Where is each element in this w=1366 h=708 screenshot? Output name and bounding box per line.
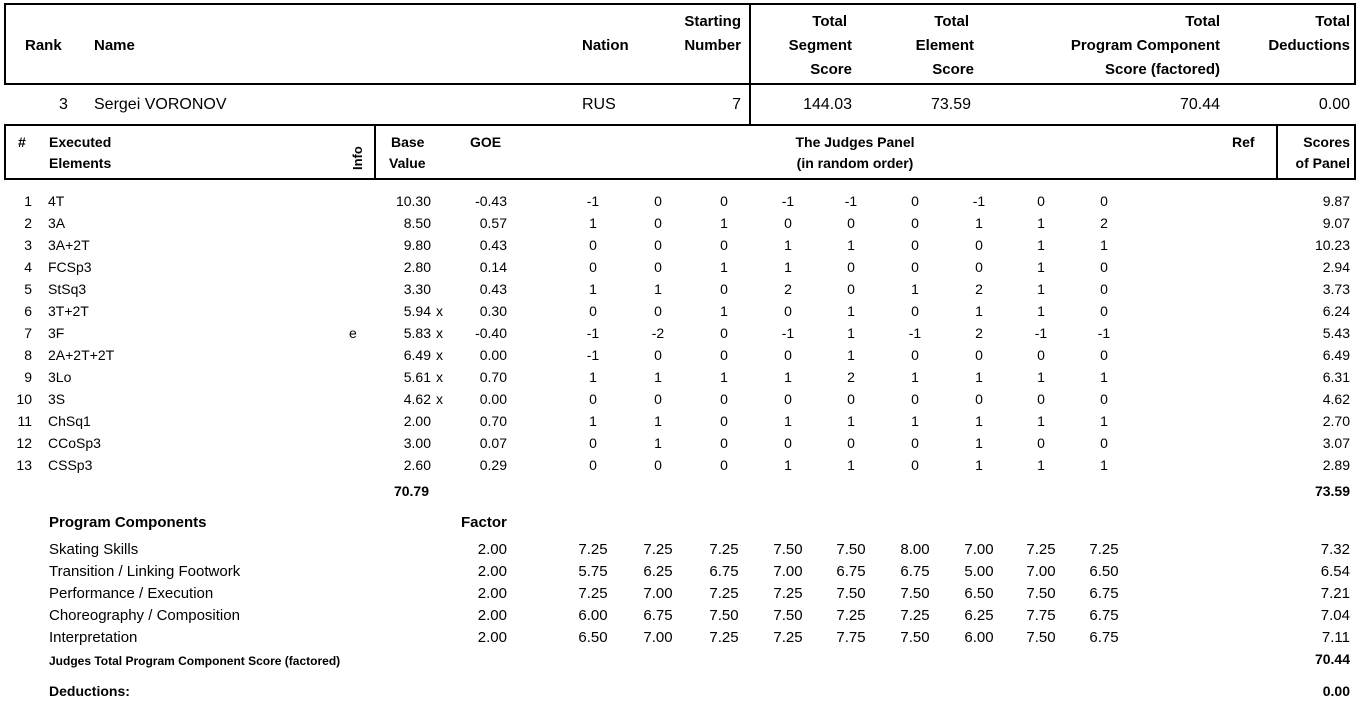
judge-score: 0 [911, 259, 919, 275]
component-judge-score: 6.75 [1089, 629, 1119, 646]
skater-tes: 73.59 [930, 96, 971, 113]
component-judge-score: 7.25 [578, 585, 608, 602]
component-name: Performance / Execution [49, 585, 214, 602]
judge-score: 0 [589, 303, 597, 319]
judge-score: 0 [784, 435, 792, 451]
judge-score: 0 [1100, 347, 1108, 363]
component-panel-score: 7.04 [1320, 607, 1350, 624]
component-judge-score: 6.75 [836, 563, 866, 580]
component-factor: 2.00 [477, 541, 507, 558]
judge-score: 0 [911, 193, 919, 209]
elements-divider-scores [1276, 124, 1278, 180]
element-base-value: 5.83 [403, 325, 431, 341]
component-judge-score: 6.75 [1089, 585, 1119, 602]
judge-score: 0 [911, 303, 919, 319]
scores-of-panel-header-2: of Panel [1295, 155, 1350, 171]
judge-score: 0 [1037, 391, 1045, 407]
element-panel-score: 6.24 [1322, 303, 1350, 319]
judge-score: 0 [1037, 347, 1045, 363]
judges-panel-header-1: The Judges Panel [795, 134, 915, 150]
element-panel-score: 3.07 [1322, 435, 1350, 451]
judge-score: -1 [1097, 325, 1111, 341]
component-name: Choreography / Composition [49, 607, 240, 624]
scores-of-panel-total: 73.59 [1314, 483, 1350, 499]
element-goe: 0.29 [479, 457, 507, 473]
component-judge-score: 7.75 [1026, 607, 1056, 624]
element-panel-score: 9.07 [1322, 215, 1350, 231]
goe-header: GOE [470, 134, 502, 150]
component-judge-score: 7.25 [900, 607, 930, 624]
component-judge-score: 7.25 [773, 585, 803, 602]
judge-score: 1 [911, 281, 919, 297]
judge-score: 1 [1037, 259, 1045, 275]
judge-score: 0 [975, 391, 983, 407]
element-base-value: 2.00 [403, 413, 431, 429]
base-value-header-1: Base [391, 134, 425, 150]
component-judge-score: 7.25 [836, 607, 866, 624]
judge-score: 1 [784, 237, 792, 253]
element-code: CCoSp3 [48, 435, 101, 451]
component-judge-score: 6.25 [643, 563, 673, 580]
component-judge-score: 6.75 [900, 563, 930, 580]
factor-header: Factor [461, 514, 507, 531]
tss-header-2: Segment [788, 37, 852, 54]
elements-divider-info [374, 124, 376, 180]
judge-score: 0 [720, 413, 728, 429]
element-number: 6 [24, 303, 32, 319]
component-judge-score: 7.25 [709, 541, 739, 558]
component-judge-score: 7.25 [773, 629, 803, 646]
element-number: 1 [24, 193, 32, 209]
name-header: Name [94, 37, 135, 54]
judge-score: 1 [1037, 369, 1045, 385]
judge-score: 0 [784, 303, 792, 319]
element-panel-score: 6.31 [1322, 369, 1350, 385]
element-code: CSSp3 [48, 457, 93, 473]
judge-score: 1 [720, 259, 728, 275]
element-panel-score: 4.62 [1322, 391, 1350, 407]
element-code: FCSp3 [48, 259, 92, 275]
element-panel-score: 3.73 [1322, 281, 1350, 297]
judge-score: 0 [589, 237, 597, 253]
judge-score: 1 [784, 413, 792, 429]
skater-tss: 144.03 [803, 96, 852, 113]
element-number: 3 [24, 237, 32, 253]
judge-score: 1 [784, 457, 792, 473]
element-base-value: 5.61 [403, 369, 431, 385]
deductions-label: Deductions: [49, 683, 130, 699]
judge-score: 0 [654, 193, 662, 209]
component-judge-score: 6.00 [578, 607, 608, 624]
component-judge-score: 7.50 [900, 629, 930, 646]
skater-deductions: 0.00 [1318, 96, 1350, 113]
judge-score: 0 [720, 325, 728, 341]
judge-score: 1 [847, 413, 855, 429]
judge-score: 0 [589, 259, 597, 275]
judge-score: 0 [720, 391, 728, 407]
judges-panel-header-2: (in random order) [796, 155, 914, 171]
judge-score: 0 [784, 347, 792, 363]
element-code: 2A+2T+2T [48, 347, 115, 363]
judge-score: 0 [720, 347, 728, 363]
judge-score: 1 [1100, 457, 1108, 473]
element-goe: 0.43 [479, 237, 507, 253]
element-panel-score: 9.87 [1322, 193, 1350, 209]
component-factor: 2.00 [477, 607, 507, 624]
element-base-value: 2.80 [403, 259, 431, 275]
deductions-header-1: Total [1315, 13, 1350, 30]
component-judge-score: 7.25 [709, 585, 739, 602]
element-code: 3Lo [48, 369, 72, 385]
component-judge-score: 6.75 [643, 607, 673, 624]
element-goe: 0.70 [479, 369, 507, 385]
judge-score: 0 [784, 391, 792, 407]
component-judge-score: 7.25 [1026, 541, 1056, 558]
element-goe: 0.07 [479, 435, 507, 451]
judge-score: 1 [1037, 281, 1045, 297]
judge-score: 1 [589, 281, 597, 297]
judge-score: -1 [586, 193, 600, 209]
judge-score: 0 [1100, 281, 1108, 297]
component-judge-score: 7.50 [836, 585, 866, 602]
judge-score: 0 [911, 457, 919, 473]
judge-score: 1 [1037, 413, 1045, 429]
component-judge-score: 7.00 [643, 585, 673, 602]
judge-score: 1 [1037, 457, 1045, 473]
judge-score: 0 [1037, 193, 1045, 209]
ref-header: Ref [1232, 134, 1255, 150]
component-judge-score: 6.50 [1089, 563, 1119, 580]
deductions-header-2: Deductions [1268, 37, 1350, 54]
summary-divider [749, 3, 751, 125]
judge-score: -2 [651, 325, 665, 341]
element-number: 2 [24, 215, 32, 231]
judge-score: 0 [911, 215, 919, 231]
element-number: 10 [16, 391, 32, 407]
judge-score: 0 [975, 259, 983, 275]
element-number: 12 [16, 435, 32, 451]
judge-score: 0 [1100, 303, 1108, 319]
element-goe: 0.00 [479, 391, 507, 407]
element-number: 11 [17, 413, 32, 429]
judge-score: 0 [975, 347, 983, 363]
component-judge-score: 7.50 [709, 607, 739, 624]
judge-score: 0 [654, 347, 662, 363]
component-judge-score: 7.50 [1026, 585, 1056, 602]
component-judge-score: 6.75 [709, 563, 739, 580]
element-goe: -0.43 [475, 193, 507, 209]
component-judge-score: 7.00 [643, 629, 673, 646]
judge-score: 1 [720, 303, 728, 319]
element-bonus-mark: x [436, 303, 443, 319]
judge-score: 2 [784, 281, 792, 297]
nation-header: Nation [582, 37, 629, 54]
component-panel-score: 6.54 [1320, 563, 1350, 580]
component-judge-score: 7.50 [773, 607, 803, 624]
element-panel-score: 6.49 [1322, 347, 1350, 363]
element-base-value: 3.00 [403, 435, 431, 451]
component-judge-score: 7.00 [773, 563, 803, 580]
judge-score: 0 [911, 237, 919, 253]
tes-header-2: Element [915, 37, 974, 54]
judge-score: 1 [720, 369, 728, 385]
judge-score: -1 [781, 325, 795, 341]
component-judge-score: 7.25 [643, 541, 673, 558]
component-judge-score: 7.50 [900, 585, 930, 602]
component-judge-score: 7.25 [578, 541, 608, 558]
component-judge-score: 7.00 [964, 541, 994, 558]
component-panel-score: 7.32 [1320, 541, 1350, 558]
judge-score: 0 [720, 193, 728, 209]
judge-score: 2 [975, 325, 983, 341]
element-number: 7 [24, 325, 32, 341]
judge-score: 0 [847, 259, 855, 275]
element-code: 3S [48, 391, 66, 407]
judge-score: 1 [847, 303, 855, 319]
elements-header-box [4, 124, 1356, 180]
judge-score: 0 [654, 457, 662, 473]
judge-score: 0 [720, 237, 728, 253]
judge-score: 1 [1037, 215, 1045, 231]
judge-score: 0 [1100, 259, 1108, 275]
judge-score: -1 [781, 193, 795, 209]
judge-score: 0 [654, 303, 662, 319]
judge-score: 0 [654, 215, 662, 231]
element-code: StSq3 [48, 281, 87, 297]
judge-score: 1 [911, 369, 919, 385]
element-goe: 0.00 [479, 347, 507, 363]
judge-score: 0 [720, 281, 728, 297]
component-factor: 2.00 [477, 585, 507, 602]
element-base-value: 5.94 [403, 303, 431, 319]
component-judge-score: 7.25 [1089, 541, 1119, 558]
executed-header-1: Executed [49, 134, 112, 150]
pcs-header-3: Score (factored) [1104, 61, 1220, 78]
tes-header-3: Score [932, 61, 974, 78]
component-judge-score: 5.75 [578, 563, 608, 580]
judge-score: 0 [784, 215, 792, 231]
element-goe: 0.30 [479, 303, 507, 319]
judge-score: 1 [720, 215, 728, 231]
judge-score: 0 [847, 281, 855, 297]
judge-score: 1 [975, 369, 983, 385]
judge-score: 1 [589, 215, 597, 231]
judge-score: 0 [589, 457, 597, 473]
element-base-value: 9.80 [403, 237, 431, 253]
element-bonus-mark: x [436, 325, 443, 341]
judge-score: 1 [654, 413, 662, 429]
judge-score: 1 [975, 303, 983, 319]
judge-score: 1 [1100, 369, 1108, 385]
judge-score: 0 [1100, 435, 1108, 451]
element-goe: 0.57 [479, 215, 507, 231]
skater-starting-number: 7 [732, 96, 741, 113]
component-judge-score: 7.00 [1026, 563, 1056, 580]
element-panel-score: 2.89 [1322, 457, 1350, 473]
element-code: 3A+2T [48, 237, 90, 253]
judge-score: 0 [847, 215, 855, 231]
component-panel-score: 7.21 [1320, 585, 1350, 602]
component-judge-score: 7.75 [836, 629, 866, 646]
element-number: 8 [24, 347, 32, 363]
judge-score: 0 [847, 391, 855, 407]
element-number: 13 [16, 457, 32, 473]
judge-score: 0 [589, 435, 597, 451]
judge-score: 0 [654, 391, 662, 407]
judge-score: 2 [847, 369, 855, 385]
judge-score: 0 [589, 391, 597, 407]
component-judge-score: 6.75 [1089, 607, 1119, 624]
judge-score: 0 [847, 435, 855, 451]
element-goe: 0.14 [479, 259, 507, 275]
element-panel-score: 5.43 [1322, 325, 1350, 341]
judge-score: 1 [911, 413, 919, 429]
pcs-header-1: Total [1185, 13, 1220, 30]
component-factor: 2.00 [477, 563, 507, 580]
element-code: 3A [48, 215, 66, 231]
element-panel-score: 10.23 [1314, 237, 1350, 253]
judge-score: -1 [1034, 325, 1048, 341]
judge-score: 0 [911, 391, 919, 407]
skater-name: Sergei VORONOV [94, 96, 227, 113]
judge-score: 1 [975, 435, 983, 451]
element-base-value: 4.62 [403, 391, 431, 407]
judge-score: 1 [654, 281, 662, 297]
component-judge-score: 5.00 [964, 563, 994, 580]
component-name: Skating Skills [49, 541, 139, 558]
element-base-value: 10.30 [395, 193, 431, 209]
element-base-value: 2.60 [403, 457, 431, 473]
element-number: 4 [24, 259, 32, 275]
judge-score: 1 [1100, 237, 1108, 253]
judge-score: 0 [654, 237, 662, 253]
element-base-value: 6.49 [403, 347, 431, 363]
judge-score: 1 [784, 259, 792, 275]
deductions-value: 0.00 [1322, 683, 1350, 699]
judge-score: 1 [589, 369, 597, 385]
judge-score: 1 [654, 435, 662, 451]
component-judge-score: 8.00 [900, 541, 930, 558]
judge-score: -1 [972, 193, 986, 209]
element-goe: -0.40 [475, 325, 507, 341]
judge-score: 1 [1100, 413, 1108, 429]
element-base-value: 3.30 [403, 281, 431, 297]
element-goe: 0.43 [479, 281, 507, 297]
judge-score: 1 [975, 215, 983, 231]
judge-score: 0 [720, 457, 728, 473]
component-judge-score: 7.50 [773, 541, 803, 558]
component-judge-score: 6.00 [964, 629, 994, 646]
component-name: Interpretation [49, 629, 138, 646]
element-base-value: 8.50 [403, 215, 431, 231]
judge-score: 1 [654, 369, 662, 385]
element-code: ChSq1 [48, 413, 91, 429]
base-value-header-2: Value [389, 155, 426, 171]
num-header: # [18, 134, 26, 150]
component-judge-score: 7.25 [709, 629, 739, 646]
pcs-total-label: Judges Total Program Component Score (factored) [49, 654, 341, 668]
tss-header-3: Score [810, 61, 852, 78]
scores-of-panel-header-1: Scores [1303, 134, 1350, 150]
judge-score: 0 [1100, 391, 1108, 407]
judge-score: 0 [654, 259, 662, 275]
judge-score: -1 [586, 325, 600, 341]
tes-header-1: Total [934, 13, 969, 30]
component-judge-score: 7.50 [836, 541, 866, 558]
element-number: 9 [24, 369, 32, 385]
judge-score: 1 [847, 237, 855, 253]
executed-header-2: Elements [49, 155, 112, 171]
rank-header: Rank [25, 37, 62, 54]
judge-score: -1 [586, 347, 600, 363]
judge-score: 0 [911, 347, 919, 363]
program-components-title: Program Components [49, 514, 207, 531]
element-bonus-mark: x [436, 391, 443, 407]
component-judge-score: 6.25 [964, 607, 994, 624]
judge-score: 0 [1037, 435, 1045, 451]
starting-number-header-2: Number [684, 37, 741, 54]
judge-score: 1 [975, 457, 983, 473]
judge-score: 1 [784, 369, 792, 385]
element-panel-score: 2.94 [1322, 259, 1350, 275]
judge-score: 1 [1037, 237, 1045, 253]
judge-score: 1 [975, 413, 983, 429]
element-code: 3F [48, 325, 65, 341]
judge-score: 2 [1100, 215, 1108, 231]
element-code: 4T [48, 193, 65, 209]
judge-score: -1 [908, 325, 922, 341]
judge-score: 2 [975, 281, 983, 297]
pcs-header-2: Program Component [1070, 37, 1220, 54]
component-judge-score: 6.50 [578, 629, 608, 646]
component-factor: 2.00 [477, 629, 507, 646]
component-judge-score: 7.50 [1026, 629, 1056, 646]
base-value-total: 70.79 [393, 483, 429, 499]
judge-score: 0 [1100, 193, 1108, 209]
component-judge-score: 6.50 [964, 585, 994, 602]
element-info: e [349, 325, 357, 341]
judge-score: -1 [844, 193, 858, 209]
component-panel-score: 7.11 [1321, 629, 1350, 646]
judge-score: 1 [1037, 303, 1045, 319]
element-panel-score: 2.70 [1322, 413, 1350, 429]
judge-score: 0 [975, 237, 983, 253]
pcs-total-value: 70.44 [1314, 651, 1350, 667]
judge-score: 1 [847, 457, 855, 473]
judge-score: 1 [589, 413, 597, 429]
judge-score: 0 [720, 435, 728, 451]
judge-score: 1 [847, 325, 855, 341]
starting-number-header-1: Starting [684, 13, 741, 30]
skater-nation: RUS [582, 96, 616, 113]
element-number: 5 [24, 281, 32, 297]
tss-header-1: Total [812, 13, 847, 30]
skater-rank: 3 [59, 96, 68, 113]
component-name: Transition / Linking Footwork [49, 563, 241, 580]
skater-pcs: 70.44 [1179, 96, 1220, 113]
element-goe: 0.70 [479, 413, 507, 429]
judge-score: 0 [911, 435, 919, 451]
element-bonus-mark: x [436, 369, 443, 385]
judge-score: 1 [847, 347, 855, 363]
info-header: Info [350, 146, 365, 170]
element-code: 3T+2T [48, 303, 89, 319]
element-bonus-mark: x [436, 347, 443, 363]
